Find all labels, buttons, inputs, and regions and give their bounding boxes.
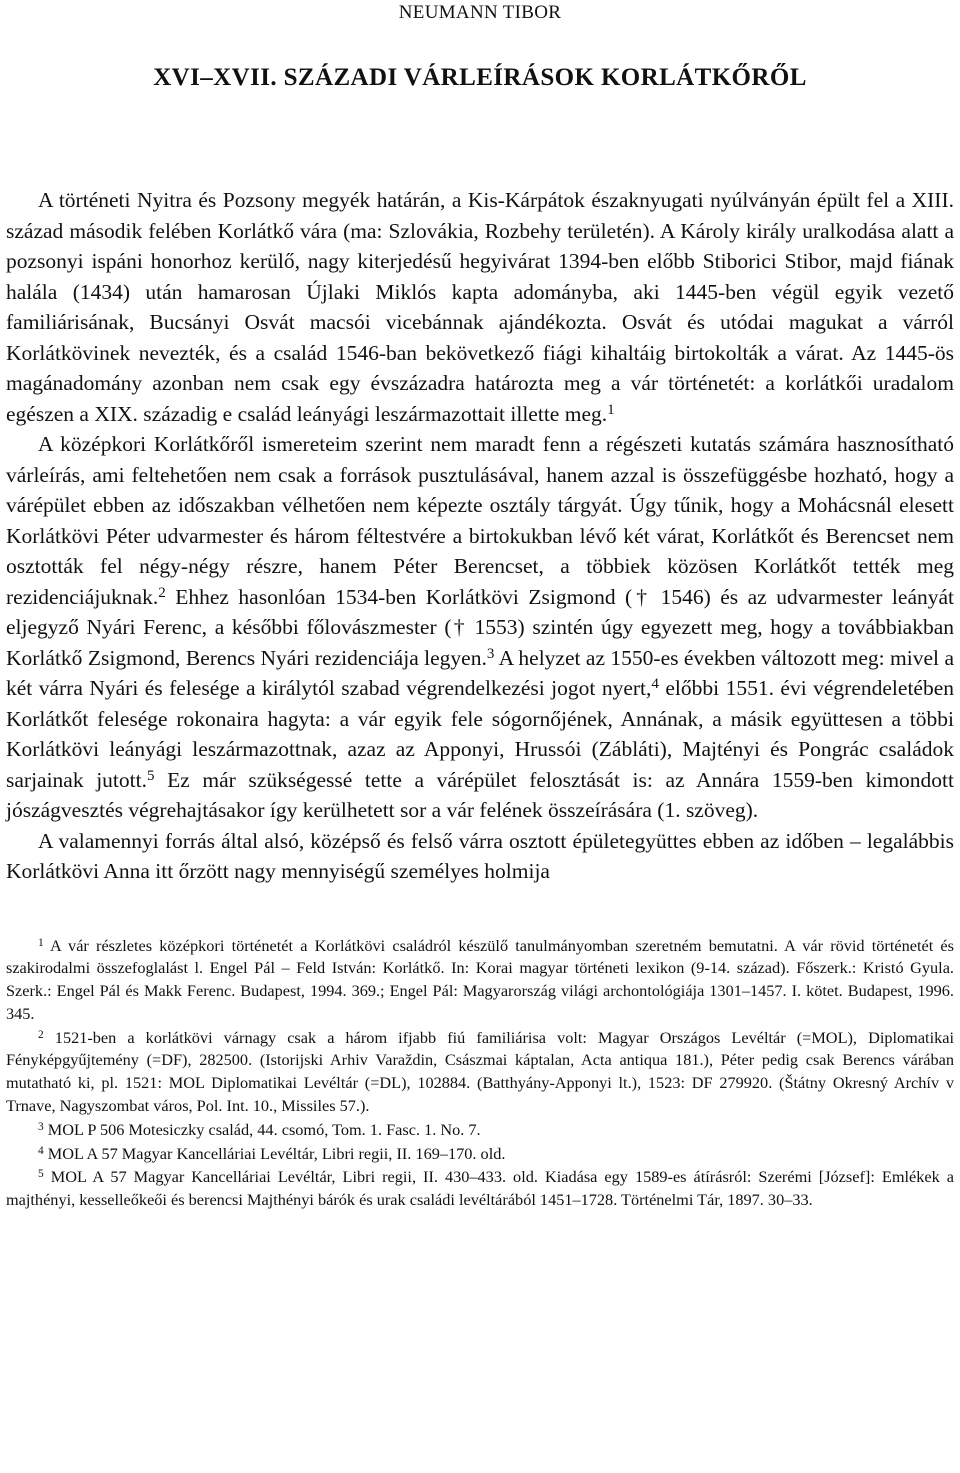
article-title: XVI–XVII. SZÁZADI VÁRLEÍRÁSOK KORLÁTKŐRŐL: [153, 64, 807, 91]
footnotes-section: [6, 935, 954, 1213]
paragraph-text: A valamennyi forrás által alsó, középső és felső várra osztott épületegyüttes ebben az időben – legalábbis Korlátkövi Anna itt őrzött nagy mennyiségű személyes holmija: [6, 828, 954, 883]
footnote-reference[interactable]: 5: [146, 767, 155, 784]
footnote-text: MOL P 506 Motesiczky család, 44. csomó, Tom. 1. Fasc. 1. No. 7.: [47, 1119, 481, 1139]
footnote: [6, 1027, 954, 1118]
footnote-text: A vár részletes középkori történetét a Korlátkövi családról készülő tanulmányomban szeretném bemutatni. A vár rövid történetét és szakirodalmi összefoglalást l. Engel Pál – Feld István: Korlátkő. In: Korai magyar történeti lexikon (9-14. század). Főszerk.: Kristó Gyula. Szerk.: Engel Pál és Makk Ferenc. Budapest, 1994. 369.; Engel Pál: Magyarország világi archontológiája 1301–1457. I. kötet. Budapest, 1996. 345.: [6, 935, 954, 1023]
footnote-reference[interactable]: 2: [158, 584, 166, 601]
footnote-mark: 3: [38, 1120, 44, 1133]
footnote-mark: 4: [38, 1144, 44, 1157]
footnote: [6, 1166, 954, 1212]
body-paragraph: [6, 429, 954, 826]
footnote-mark: 1: [38, 936, 44, 949]
page: [6, 0, 954, 1213]
article-body: [6, 185, 954, 887]
footnote-text: 1521-ben a korlátkövi várnagy csak a három ifjabb fiú familiárisa volt: Magyar Országos Levéltár (=MOL), Diplomatikai Fényképgyűjtemény (=DF), 282500. (Istorijski Arhiv Varaždin, Császmai káptalan, Acta antiqua 181.), Péter pedig csak Berencs várában mutatható ki, pl. 1521: MOL Diplomatikai Levéltár (=DL), 102884. (Batthyány-Apponyi lt.), 1523: DF 279920. (Štátny Okresný Archív v Trnave, Nagyszombat város, Pol. Int. 10., Missiles 57.).: [6, 1027, 954, 1116]
footnote: [6, 1143, 954, 1166]
body-paragraph: [6, 826, 954, 887]
paragraph-text: Ehhez hasonlóan 1534-ben Korlátkövi Zsigmond († 1546) és az udvarmester leányát eljegyző Nyári Ferenc, a későbbi főlovászmester († 1553) szintén úgy egyezett meg, hogy a továbbiakban Korlátkő Zsigmond, Berencs Nyári rezidenciája legyen.: [6, 584, 955, 670]
footnote-mark: 5: [38, 1168, 44, 1181]
paragraph-text: A helyzet az 1550-es években változott meg: mivel a két várra Nyári és felesége a királytól szabad végrendelkezési jogot nyert,: [6, 645, 954, 700]
body-paragraph: [6, 185, 954, 429]
paragraph-text: előbbi 1551. évi végrendeletében Korlátkőt felesége rokonaira hagyta: a vár egyik fele sógornőjének, Annának, a másik együttesen a többi Korlátkövi leányági leszármazottnak, azaz az Apponyi, Hrussói (Zábláti), Majtényi és Pongrác családok sarjainak jutott.: [6, 676, 955, 792]
footnote-text: MOL A 57 Magyar Kancelláriai Levéltár, Libri regii, II. 169–170. old.: [47, 1143, 506, 1163]
paragraph-text: Ez már szükségessé tette a várépület felosztását is: az Annára 1559-ben kimondott jószágvesztés végrehajtásakor így kerülhetett sor a vár felének összeírására (1. szöveg).: [6, 767, 955, 822]
paragraph-text: A történeti Nyitra és Pozsony megyék határán, a Kis-Kárpátok északnyugati nyúlványán épült fel a XIII. század második felében Korlátkő vára (ma: Szlovákia, Rozbehy területén). A Károly király uralkodása alatt a pozsonyi ispáni honorhoz kerülő, nagy kiterjedésű hegyivárat 1394-ben előbb Stiborici Stibor, majd fiának halála (1434) után hamarosan Újlaki Miklós kapta adományba, aki 1445-ben végül egyik vezető familiárisának, Bucsányi Osvát macsói vicebánnak ajándékozta. Osvát és utódai magukat a várról Korlátkövinek nevezték, és a család 1546-ban bekövetkező fiági kihaltáig birtokolták a várat. Az 1445-ös magánadomány azonban nem csak egy évszázadra határozta meg a vár történetét: a korlátkői uradalom egészen a XIX. századig e család leányági leszármazottait illette meg.: [6, 188, 954, 426]
running-header-author: NEUMANN TIBOR: [398, 2, 562, 23]
footnote: [6, 1119, 954, 1142]
footnote-reference[interactable]: 1: [607, 401, 615, 418]
footnote-text: MOL A 57 Magyar Kancelláriai Levéltár, Libri regii, II. 430–433. old. Kiadása egy 1589-es átírásról: Szerémi [József]: Emlékek a majthényi, kesselleőkeői és berencsi Majthényi bárók és urak családi levéltárából 1451–1728. Történelmi Tár, 1897. 30–33.: [6, 1167, 954, 1210]
paragraph-text: A középkori Korlátkőről ismereteim szerint nem maradt fenn a régészeti kutatás számára hasznosítható várleírás, ami feltehetően nem csak a források pusztulásával, hanem azzal is összefüggésbe hozható, hogy a várépület ebben az időszakban vélhetően nem képezte osztály tárgyát. Úgy tűnik, hogy a Mohácsnál elesett Korlátkövi Péter udvarmester és három féltestvére a birtokukban lévő két várat, Korlátkőt és Berencset nem osztották fel négy-négy részre, hanem Péter Berencset, a többiek közösen Korlátkőt tették meg rezidenciájuknak.: [6, 432, 954, 609]
footnote-reference[interactable]: 3: [486, 645, 495, 662]
footnote: [6, 935, 954, 1026]
footnote-reference[interactable]: 4: [651, 676, 659, 693]
footnote-mark: 2: [38, 1028, 44, 1041]
